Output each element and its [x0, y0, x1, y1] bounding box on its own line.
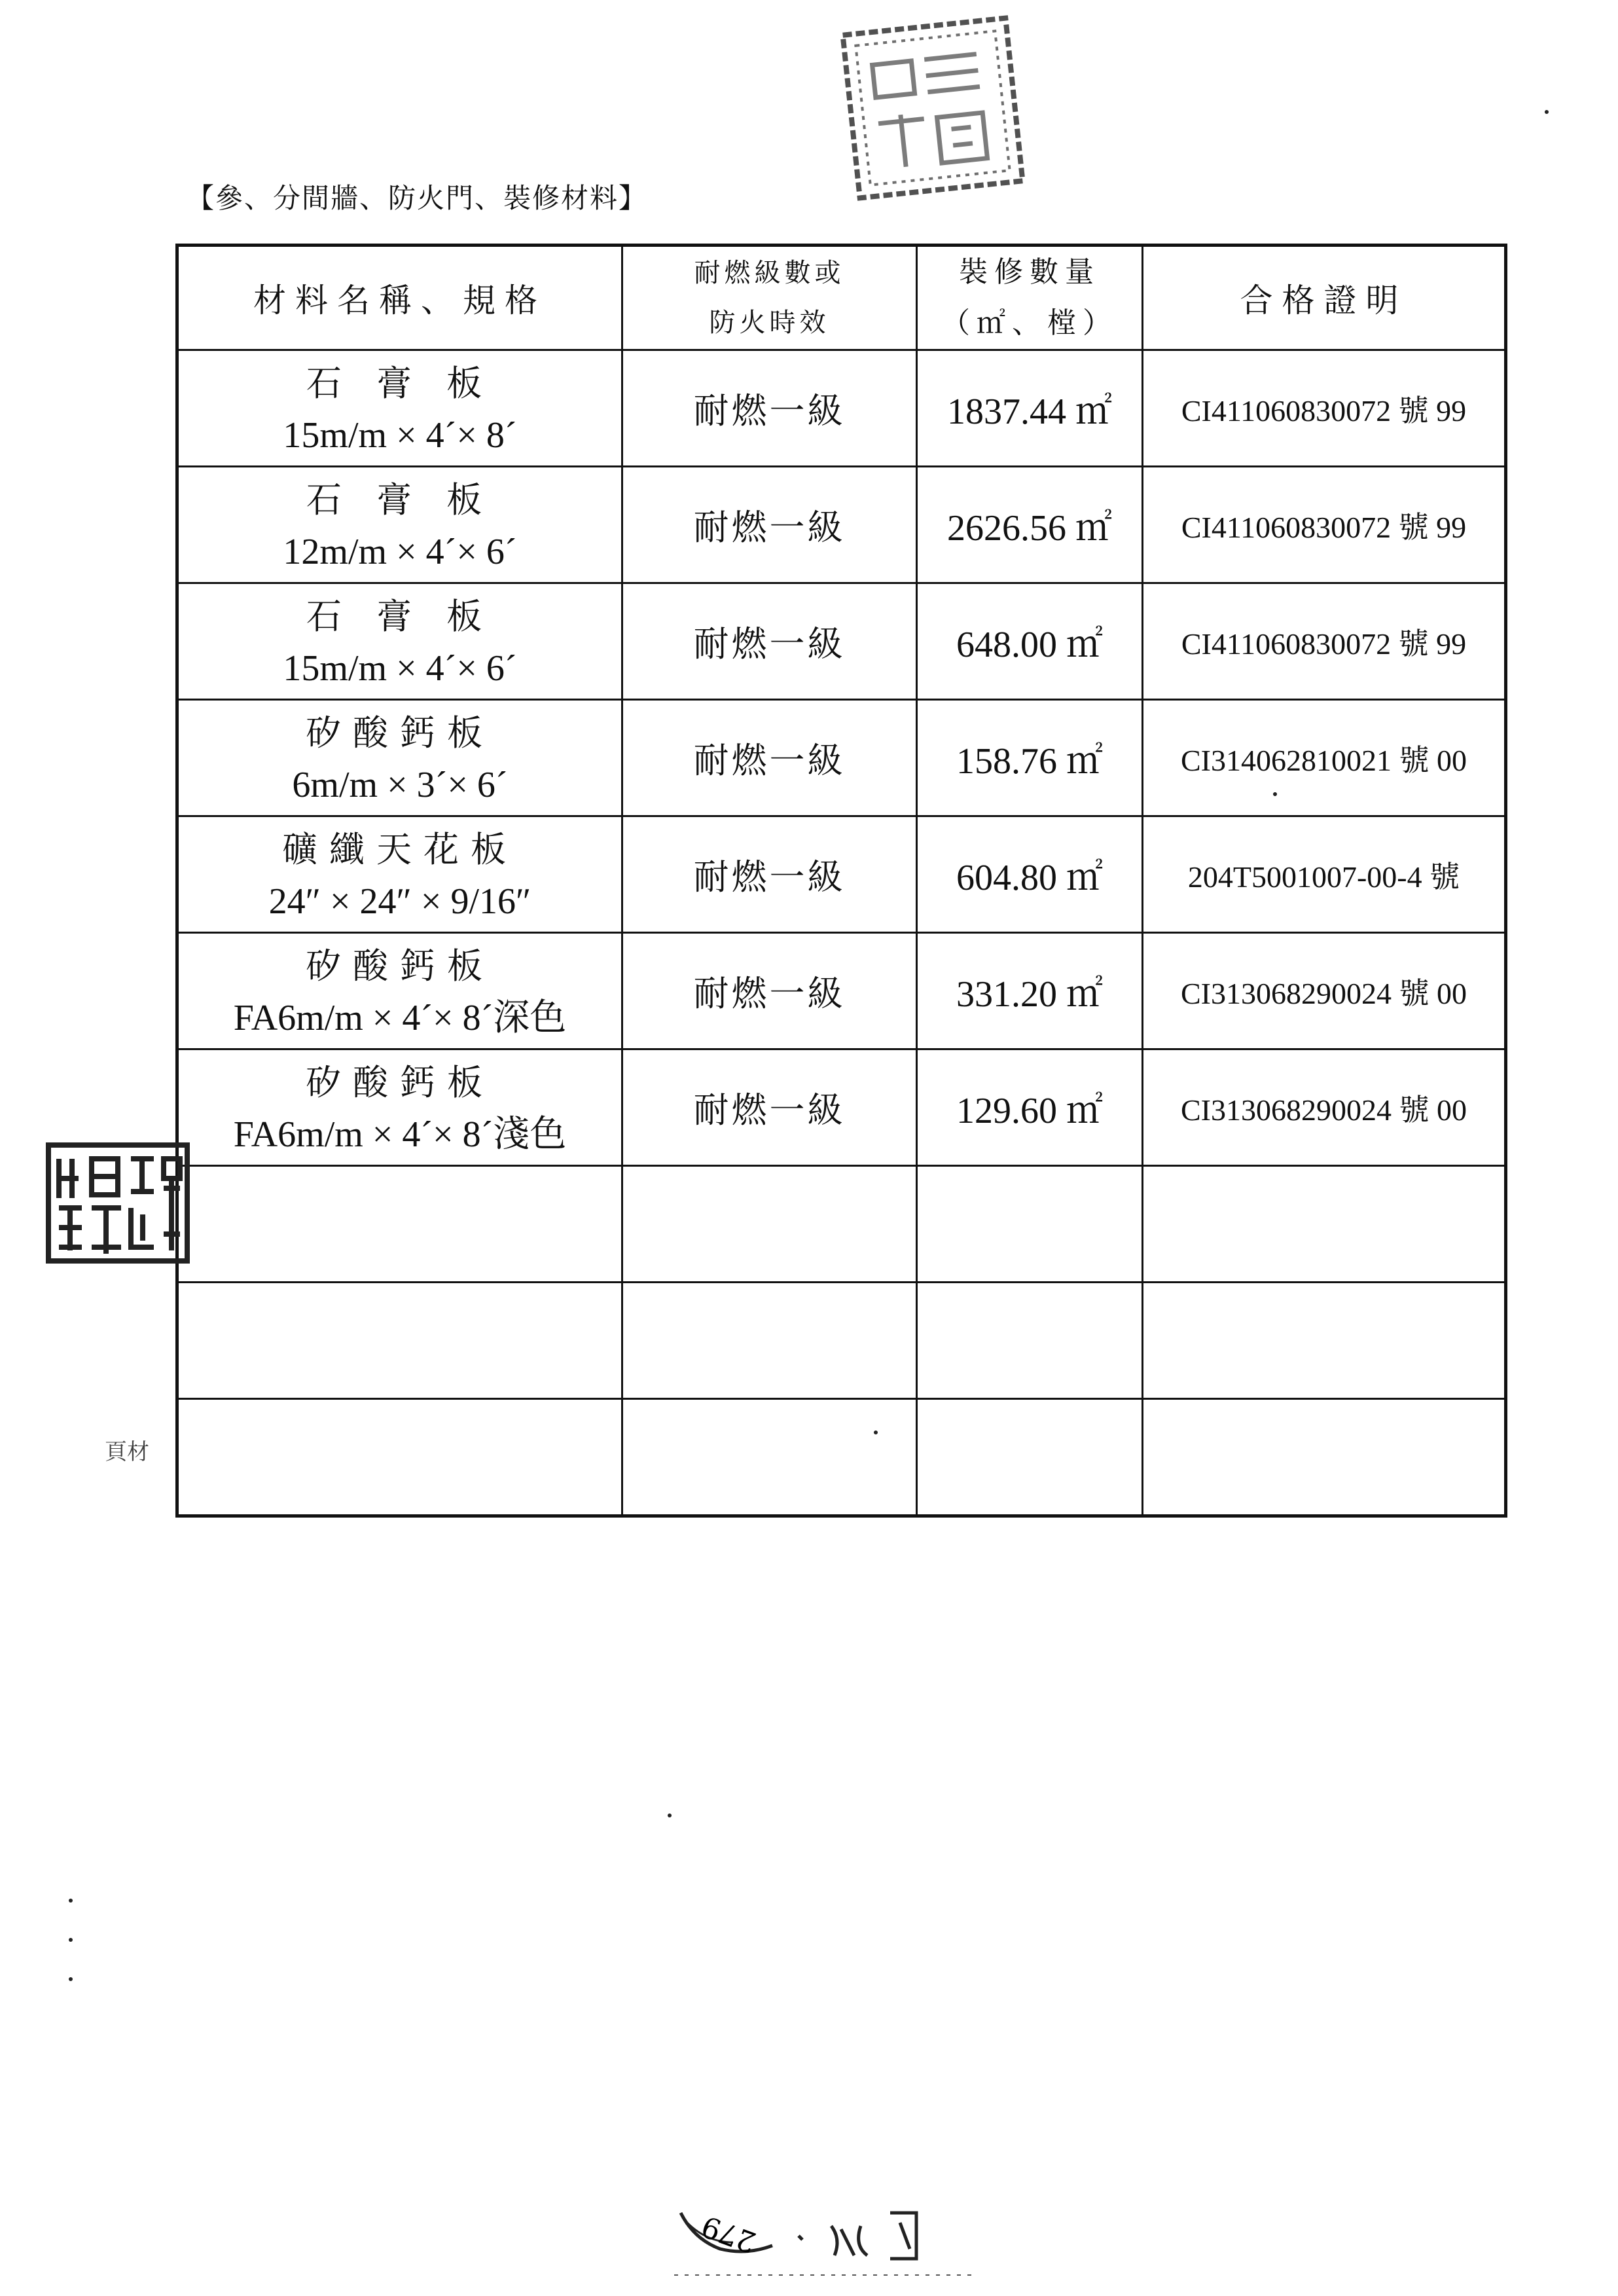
quantity-cell: 648.00 ㎡ [917, 583, 1143, 700]
empty-cell [1143, 1399, 1506, 1516]
scan-speck [69, 1899, 73, 1903]
fire-grade-cell: 耐燃一級 [622, 467, 917, 583]
material-name: 矽酸鈣板 [306, 1061, 494, 1103]
empty-cell [622, 1399, 917, 1516]
empty-cell [177, 1166, 622, 1283]
seal-stamp-top [836, 11, 1030, 206]
material-name: 石 膏 板 [306, 595, 494, 637]
header-material-name: 材料名稱、規格 [177, 246, 622, 350]
header-quantity [917, 246, 1143, 350]
material-name: 石 膏 板 [306, 362, 494, 404]
table-row-empty [177, 1399, 1506, 1516]
material-spec: 12m/m × 4ˊ× 6ˊ [283, 531, 517, 572]
seal-stamp-left [46, 1142, 190, 1264]
scan-speck [69, 1938, 73, 1942]
empty-cell [1143, 1166, 1506, 1283]
table-header-row [177, 246, 1506, 350]
empty-cell [917, 1166, 1143, 1283]
bottom-page-marks [674, 2200, 975, 2278]
certificate-cell: CI411060830072 號 99 [1143, 350, 1506, 467]
certificate-cell: CI411060830072 號 99 [1143, 583, 1506, 700]
quantity-cell: 604.80 ㎡ [917, 816, 1143, 933]
table-row-empty [177, 1166, 1506, 1283]
quantity-cell: 129.60 ㎡ [917, 1049, 1143, 1166]
material-cell [177, 933, 622, 1049]
empty-cell [1143, 1283, 1506, 1399]
empty-cell [177, 1399, 622, 1516]
material-spec: FA6m/m × 4ˊ× 8ˊ淺色 [233, 1114, 567, 1155]
empty-cell [917, 1399, 1143, 1516]
table-row [177, 350, 1506, 467]
table-row-empty [177, 1283, 1506, 1399]
fire-grade-cell: 耐燃一級 [622, 350, 917, 467]
material-spec: FA6m/m × 4ˊ× 8ˊ深色 [233, 997, 567, 1038]
certificate-cell: CI313068290024 號 00 [1143, 1049, 1506, 1166]
certificate-cell: CI314062810021 號 00 [1143, 700, 1506, 816]
certificate-cell: CI411060830072 號 99 [1143, 467, 1506, 583]
scan-speck [874, 1430, 878, 1434]
certificate-cell: CI313068290024 號 00 [1143, 933, 1506, 1049]
page-title: 【參、分間牆、防火門、裝修材料】 [187, 182, 648, 214]
empty-cell [917, 1283, 1143, 1399]
material-cell [177, 1049, 622, 1166]
fire-grade-cell: 耐燃一級 [622, 816, 917, 933]
scan-speck [69, 1977, 73, 1981]
material-spec: 24″ × 24″ × 9/16″ [268, 881, 531, 922]
side-note: 頁材 [105, 1439, 149, 1465]
table-row [177, 1049, 1506, 1166]
scan-speck [1545, 110, 1549, 114]
fire-grade-cell: 耐燃一級 [622, 583, 917, 700]
header-certificate: 合格證明 [1143, 246, 1506, 350]
certificate-cell: 204T5001007-00-4 號 [1143, 816, 1506, 933]
quantity-cell: 2626.56 ㎡ [917, 467, 1143, 583]
table-row [177, 583, 1506, 700]
material-spec: 15m/m × 4ˊ× 6ˊ [283, 647, 517, 689]
table-row [177, 700, 1506, 816]
fire-grade-cell: 耐燃一級 [622, 1049, 917, 1166]
table-row [177, 933, 1506, 1049]
table-row [177, 467, 1506, 583]
material-spec: 15m/m × 4ˊ× 8ˊ [283, 414, 517, 456]
header-fire-grade [622, 246, 917, 350]
material-cell [177, 700, 622, 816]
quantity-cell: 158.76 ㎡ [917, 700, 1143, 816]
material-cell [177, 467, 622, 583]
materials-table [175, 244, 1507, 1518]
header-fire-grade-line1: 耐燃級數或 [694, 258, 845, 288]
scan-speck [668, 1813, 672, 1817]
material-name: 礦纖天花板 [282, 828, 518, 870]
header-quantity-line1: 裝修數量 [959, 255, 1100, 289]
header-quantity-line2: （㎡、樘） [941, 306, 1118, 340]
svg-text:279: 279 [697, 2208, 761, 2259]
material-name: 矽酸鈣板 [306, 712, 494, 754]
header-fire-grade-line2: 防火時效 [709, 308, 830, 338]
material-spec: 6m/m × 3ˊ× 6ˊ [292, 764, 508, 805]
quantity-cell: 331.20 ㎡ [917, 933, 1143, 1049]
scan-speck [1273, 792, 1277, 796]
empty-cell [177, 1283, 622, 1399]
material-cell [177, 583, 622, 700]
material-cell [177, 816, 622, 933]
material-name: 石 膏 板 [306, 479, 494, 520]
fire-grade-cell: 耐燃一級 [622, 933, 917, 1049]
material-name: 矽酸鈣板 [306, 945, 494, 987]
material-cell [177, 350, 622, 467]
empty-cell [622, 1166, 917, 1283]
quantity-cell: 1837.44 ㎡ [917, 350, 1143, 467]
fire-grade-cell: 耐燃一級 [622, 700, 917, 816]
table-row [177, 816, 1506, 933]
empty-cell [622, 1283, 917, 1399]
